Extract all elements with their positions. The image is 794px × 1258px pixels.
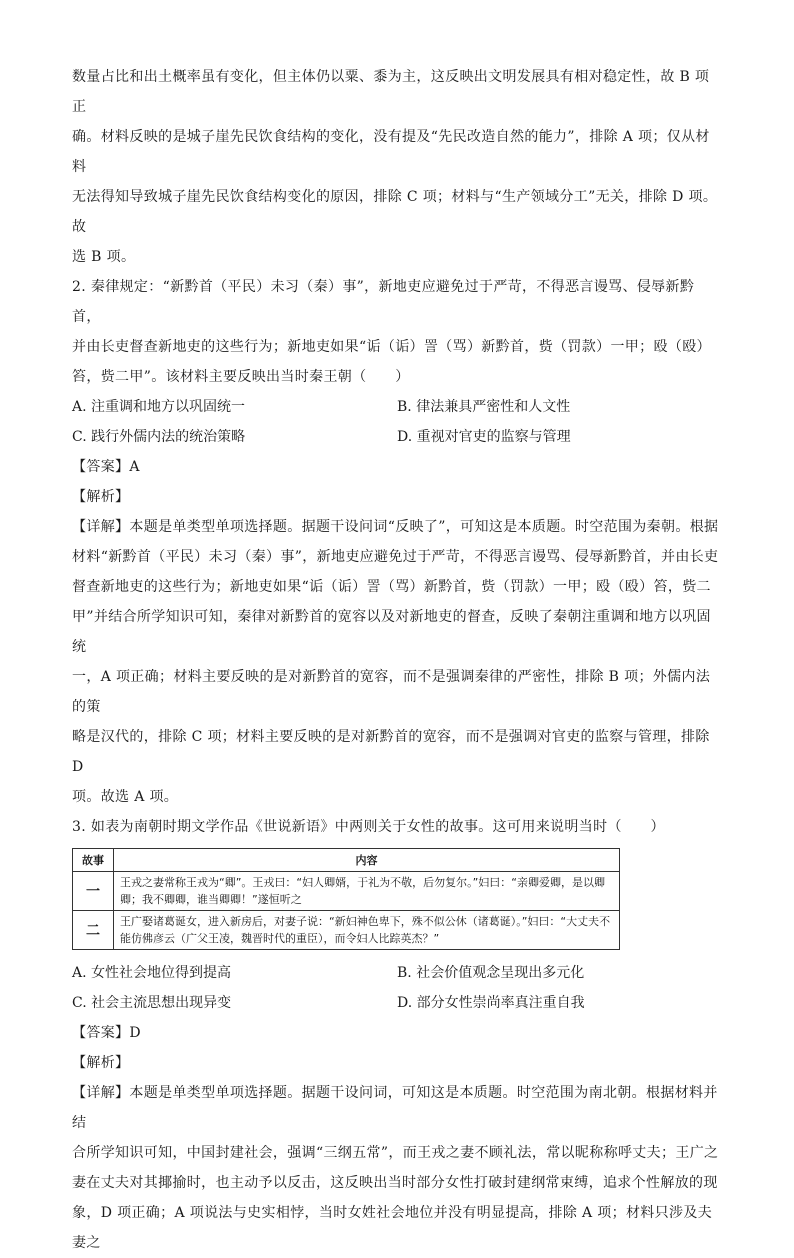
option-a: A. 女性社会地位得到提高 — [72, 965, 232, 981]
table-row — [73, 872, 620, 911]
detail-line: 【详解】本题是单类型单项选择题。据题干设问词，可知这是本质题。时空范围为南北朝。根据材料并结 — [72, 1085, 718, 1131]
option-c: C. 社会主流思想出现异变 — [72, 995, 232, 1011]
story-text: 王戎之妻常称王戎为“卿”。王戎曰：“妇人卿婿，于礼为不敬，后勿复尔。”妇曰：“亲卿爱卿，是以卿卿；我不卿卿，谁当卿卿！”遂恒听之 — [114, 872, 620, 911]
story-number: 二 — [73, 911, 114, 950]
detail-line: 略是汉代的，排除 C 项；材料主要反映的是对新黔首的宽容，而不是强调对官吏的监察与管理，排除 D — [72, 729, 710, 775]
options-grid — [72, 958, 722, 1018]
question-stem-line: 并由长吏督查新地吏的这些行为；新地吏如果“诟（诟）詈（骂）新黔首，赀（罚款）一甲；殴（殴） — [72, 339, 711, 355]
options-grid — [72, 392, 722, 452]
story-number: 一 — [73, 872, 114, 911]
question-stem-line: 笞，赀二甲”。该材料主要反映出当时秦王朝（ ） — [72, 369, 410, 385]
detail-line: 合所学知识可知，中国封建社会，强调“三纲五常”，而王戎之妻不顾礼法，常以昵称称呼丈夫；王广之 — [72, 1145, 719, 1161]
text-line: 选 B 项。 — [72, 249, 136, 265]
text-line: 确。材料反映的是城子崖先民饮食结构的变化，没有提及“先民改造自然的能力”，排除 A 项；仅从材料 — [72, 129, 710, 175]
question-stem: 3. 如表为南朝时期文学作品《世说新语》中两则关于女性的故事。这可用来说明当时（ ） — [72, 819, 665, 835]
option-c: C. 践行外儒内法的统治策略 — [72, 429, 246, 445]
option-b: B. 律法兼具严密性和人文性 — [397, 399, 571, 415]
detail-line: 督查新地吏的这些行为；新地吏如果“诟（诟）詈（骂）新黔首，赀（罚款）一甲；殴（殴）笞，赀二 — [72, 579, 711, 595]
answer-label: 【答案】A — [72, 459, 140, 475]
detail-line: 象，D 项正确；A 项说法与史实相悖，当时女姓社会地位并没有明显提高，排除 A 项；材料只涉及夫妻之 — [72, 1205, 713, 1251]
question-stem-line: 2. 秦律规定：“新黔首（平民）未习（秦）事”，新地吏应避免过于严苛，不得恶言谩骂、侵辱新黔首， — [72, 279, 695, 325]
answer-label: 【答案】D — [72, 1025, 141, 1041]
detail-line: 【详解】本题是单类型单项选择题。据题干设问词“反映了”，可知这是本质题。时空范围为秦朝。根据 — [72, 519, 719, 535]
detail-line: 甲”并结合所学知识可知，秦律对新黔首的宽容以及对新地吏的督查，反映了秦朝注重调和地方以巩固统 — [72, 609, 711, 655]
document-page — [72, 62, 722, 1258]
stories-table — [72, 848, 620, 950]
option-a: A. 注重调和地方以巩固统一 — [72, 399, 246, 415]
story-text: 王广娶诸葛诞女，进入新房后，对妻子说：“新妇神色卑下，殊不似公休（诸葛诞）。”妇曰：“大丈夫不能仿佛彦云（广父王凌，魏晋时代的重臣），而令妇人比踪英杰？” — [114, 911, 620, 950]
intro-paragraph — [72, 62, 722, 272]
detail-line: 妻在丈夫对其揶揄时，也主动予以反击，这反映出当时部分女性打破封建纲常束缚，追求个性解放的现 — [72, 1175, 718, 1191]
question-3 — [72, 812, 722, 1258]
question-2 — [72, 272, 722, 812]
text-line: 数量占比和出土概率虽有变化，但主体仍以粟、黍为主，这反映出文明发展具有相对稳定性，故 B 项正 — [72, 69, 710, 115]
table-header: 故事 — [73, 849, 114, 872]
analysis-label: 【解析】 — [72, 489, 130, 505]
table-row — [73, 911, 620, 950]
table-header: 内容 — [114, 849, 620, 872]
text-line: 无法得知导致城子崖先民饮食结构变化的原因，排除 C 项；材料与“生产领域分工”无关，排除 D 项。故 — [72, 189, 718, 235]
option-d: D. 部分女性崇尚率真注重自我 — [397, 995, 585, 1011]
detail-line: 一，A 项正确；材料主要反映的是对新黔首的宽容，而不是强调秦律的严密性，排除 B 项；外儒内法的策 — [72, 669, 711, 715]
table-header-row — [73, 849, 620, 872]
detail-line: 材料“新黔首（平民）未习（秦）事”，新地吏应避免过于严苛，不得恶言谩骂、侵辱新黔首，并由长吏 — [72, 549, 719, 565]
option-b: B. 社会价值观念呈现出多元化 — [397, 965, 585, 981]
analysis-label: 【解析】 — [72, 1055, 130, 1071]
detail-line: 项。故选 A 项。 — [72, 789, 179, 805]
option-d: D. 重视对官吏的监察与管理 — [397, 429, 571, 445]
